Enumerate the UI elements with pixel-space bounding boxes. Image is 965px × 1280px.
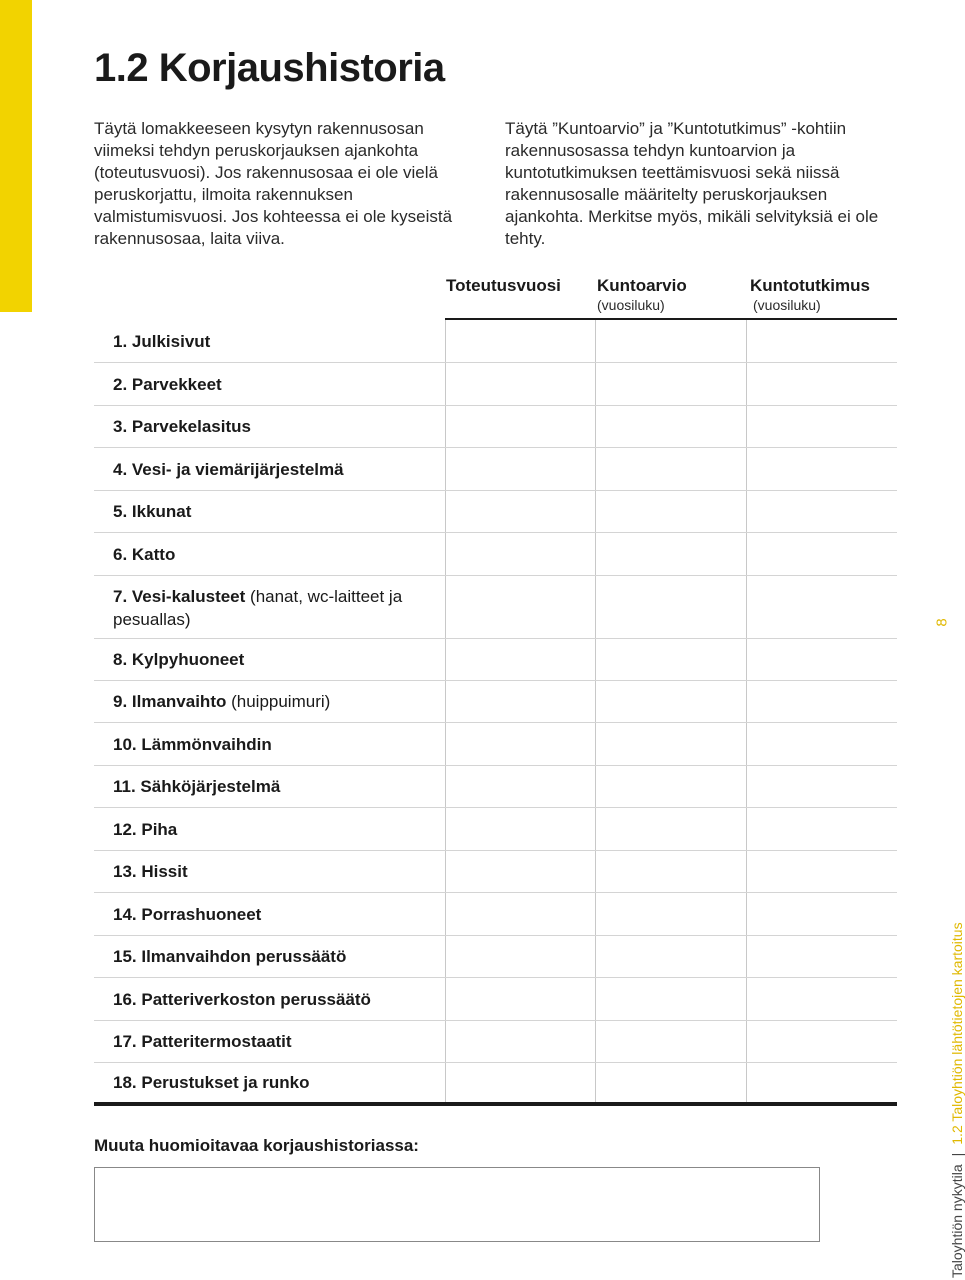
row-input-cell[interactable] [596,363,745,405]
row-label-main: 17. Patteritermostaatit [113,1032,292,1051]
row-label [113,903,433,926]
row-input-cell[interactable] [747,448,897,490]
row-input-cell[interactable] [596,808,745,850]
row-label [113,585,433,631]
row-input-cell[interactable] [596,533,745,575]
row-input-cell[interactable] [446,491,595,532]
row-label-main: 2. Parvekkeet [113,375,222,394]
row-label [113,415,433,438]
row-input-cell[interactable] [596,851,745,892]
row-input-cell[interactable] [596,893,745,935]
footer-section: Taloyhtiön nykytila [949,1164,965,1278]
row-input-cell[interactable] [596,978,745,1020]
row-input-cell[interactable] [446,1063,595,1102]
table-bottom-rule [94,1102,897,1106]
row-label-main: 6. Katto [113,545,176,564]
row-label [113,690,433,713]
row-input-cell[interactable] [446,681,595,722]
row-input-cell[interactable] [446,321,595,362]
row-label-main: 18. Perustukset ja runko [113,1073,310,1092]
row-label [113,860,433,883]
row-label [113,818,433,841]
row-input-cell[interactable] [596,1063,745,1102]
row-label [113,648,433,671]
row-input-cell[interactable] [596,639,745,680]
row-input-cell[interactable] [596,936,745,977]
row-input-cell[interactable] [747,808,897,850]
row-input-cell[interactable] [747,491,897,532]
row-input-cell[interactable] [446,576,595,638]
column-header-kuntoarvio: Kuntoarvio [597,276,687,295]
footer-chapter: 1.2 Taloyhtiön lähtötietojen kartoitus [949,922,965,1145]
row-input-cell[interactable] [596,491,745,532]
row-input-cell[interactable] [446,808,595,850]
row-input-cell[interactable] [747,1021,897,1062]
row-input-cell[interactable] [446,448,595,490]
row-input-cell[interactable] [747,639,897,680]
row-input-cell[interactable] [446,363,595,405]
row-input-cell[interactable] [747,681,897,722]
notes-input-box[interactable] [94,1167,820,1242]
column-header-kuntotutkimus: Kuntotutkimus [750,276,870,295]
row-input-cell[interactable] [596,766,745,807]
intro-left: Täytä lomakkeeseen kysytyn rakennusosan viimeksi tehdyn peruskorjauksen ajankohta (toteutusvuosi). Jos rakennusosaa ei ole vielä peruskorjattu, ilmoita rakennuksen valmistumisvuosi. Jos kohteessa ei ole kyseistä rakennusosaa, laita viiva. [94,119,453,248]
row-label-main: 5. Ikkunat [113,502,192,521]
footer-separator: | [949,1152,965,1157]
row-label-main: 14. Porrashuoneet [113,905,262,924]
row-label-main: 9. Ilmanvaihto [113,692,227,711]
row-label [113,733,433,756]
row-label [113,1030,433,1053]
column-header-toteutusvuosi: Toteutusvuosi [446,276,561,295]
row-input-cell[interactable] [747,576,897,638]
intro-right: Täytä ”Kuntoarvio” ja ”Kuntotutkimus” -kohtiin rakennusosassa tehdyn kuntoarvion ja kuntotutkimuksen teettämisvuosi sekä niissä rakennusosalle määritelty peruskorjauksen ajankohta. Merkitse myös, mikäli selvityksiä ei ole tehty. [505,119,879,248]
row-label-main: 3. Parvekelasitus [113,417,251,436]
row-label-extra: (hanat, wc-laitteet ja pesuallas) [113,587,403,629]
row-input-cell[interactable] [596,681,745,722]
accent-bar [0,0,32,312]
row-input-cell[interactable] [446,766,595,807]
row-input-cell[interactable] [747,406,897,447]
row-input-cell[interactable] [446,1021,595,1062]
page-title: 1.2 Korjaushistoria [94,46,445,90]
row-input-cell[interactable] [446,533,595,575]
row-label-main: 8. Kylpyhuoneet [113,650,245,669]
row-label-main: 13. Hissit [113,862,188,881]
row-label [113,500,433,523]
row-input-cell[interactable] [446,723,595,765]
row-label-main: 1. Julkisivut [113,332,211,351]
row-input-cell[interactable] [446,406,595,447]
column-sub-kuntoarvio: (vuosiluku) [597,297,665,313]
row-label-main: 16. Patteriverkoston perussäätö [113,990,371,1009]
row-input-cell[interactable] [446,936,595,977]
row-label-main: 11. Sähköjärjestelmä [113,777,281,796]
row-input-cell[interactable] [596,406,745,447]
row-input-cell[interactable] [747,978,897,1020]
row-label-main: 12. Piha [113,820,178,839]
row-label [113,945,433,968]
row-input-cell[interactable] [446,893,595,935]
row-input-cell[interactable] [446,639,595,680]
row-label [113,1071,433,1094]
row-label [113,373,433,396]
row-label-main: 15. Ilmanvaihdon perussäätö [113,947,347,966]
row-input-cell[interactable] [747,533,897,575]
row-label-main: 10. Lämmönvaihdin [113,735,272,754]
row-input-cell[interactable] [747,766,897,807]
row-input-cell[interactable] [747,321,897,362]
column-sub-kuntotutkimus: (vuosiluku) [753,297,821,313]
row-label-main: 4. Vesi- ja viemärijärjestelmä [113,460,344,479]
row-label [113,458,433,481]
row-input-cell[interactable] [596,321,745,362]
row-label [113,988,433,1011]
row-label [113,543,433,566]
row-input-cell[interactable] [596,448,745,490]
row-input-cell[interactable] [747,723,897,765]
page-number: 8 [933,618,951,627]
row-input-cell[interactable] [596,576,745,638]
row-input-cell[interactable] [446,978,595,1020]
table-top-rule [445,318,897,320]
row-label [113,330,433,353]
row-label-main: 7. Vesi-kalusteet [113,587,246,606]
notes-label: Muuta huomioitavaa korjaushistoriassa: [94,1136,419,1155]
row-input-cell[interactable] [596,1021,745,1062]
row-input-cell[interactable] [747,893,897,935]
row-input-cell[interactable] [747,936,897,977]
row-input-cell[interactable] [596,723,745,765]
row-input-cell[interactable] [747,851,897,892]
side-footer [949,922,965,1278]
row-input-cell[interactable] [446,851,595,892]
row-label-extra: (huippuimuri) [226,692,331,711]
row-input-cell[interactable] [747,363,897,405]
row-label [113,775,433,798]
row-input-cell[interactable] [747,1063,897,1102]
